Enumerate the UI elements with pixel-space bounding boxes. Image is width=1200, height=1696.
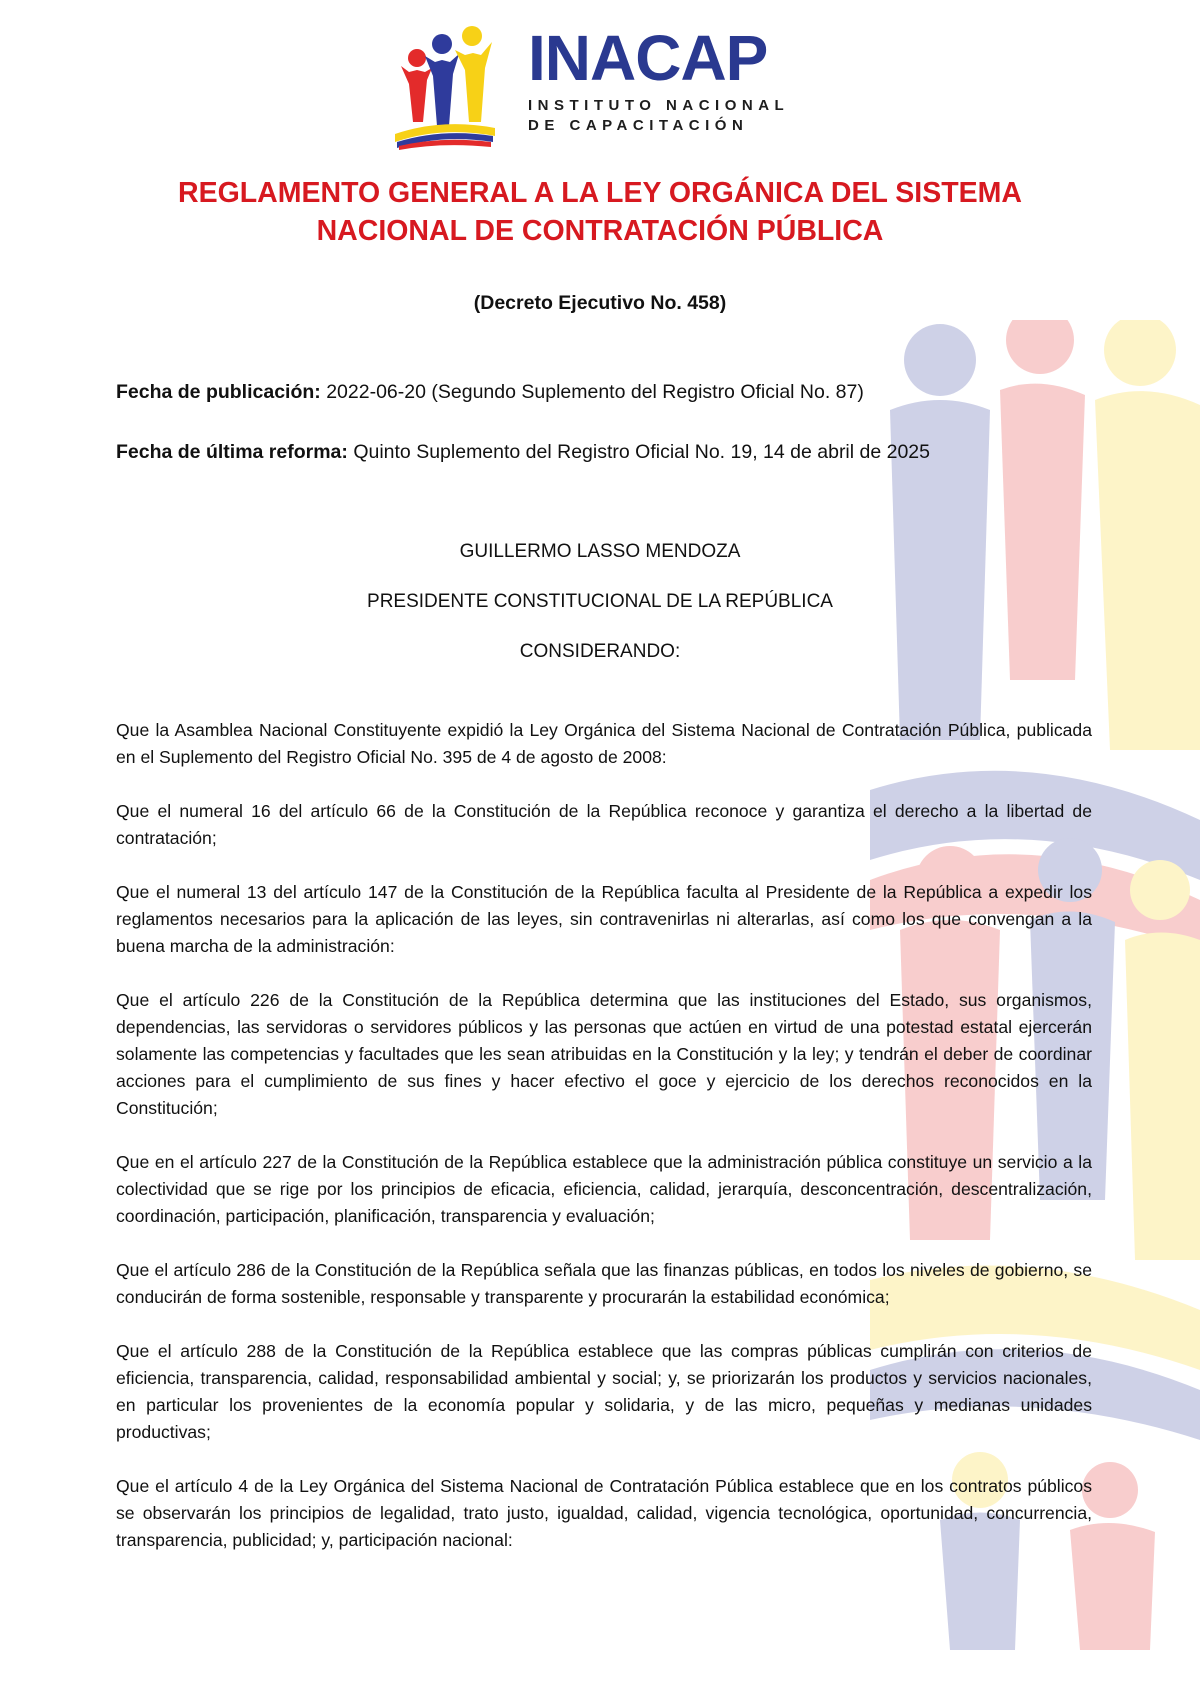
title-line-1: REGLAMENTO GENERAL A LA LEY ORGÁNICA DEL SISTEMA <box>178 177 1022 209</box>
publication-date <box>116 381 864 404</box>
logo-subtitle-line2: DE CAPACITACIÓN <box>528 117 749 134</box>
president-title: PRESIDENTE CONSTITUCIONAL DE LA REPÚBLICA <box>367 591 833 612</box>
reform-value: Quinto Suplemento del Registro Oficial No. 19, 14 de abril de 2025 <box>347 441 931 463</box>
paragraph: Que la Asamblea Nacional Constituyente expidió la Ley Orgánica del Sistema Nacional de Contratación Pública, publicada en el Suplemento del Registro Oficial No. 395 de 4 de agosto de 2008: <box>116 720 1092 767</box>
paragraph: Que en el artículo 227 de la Constitución de la República establece que la administración pública constituye un servicio a la colectividad que se rige por los principios de eficacia, eficiencia, calidad, jerarquía, desconcentración, descentralización, coordinación, participación, planificación, transparencia y evaluación; <box>116 1152 1092 1226</box>
document-title <box>100 174 1100 250</box>
logo-brand-text: INACAP <box>528 22 768 94</box>
president-name: GUILLERMO LASSO MENDOZA <box>459 541 741 562</box>
publication-label: Fecha de publicación: <box>116 381 321 403</box>
reform-label: Fecha de última reforma: <box>116 441 348 463</box>
paragraph: Que el artículo 4 de la Ley Orgánica del Sistema Nacional de Contratación Pública establece que en los contratos públicos se observarán los principios de legalidad, trato justo, igualdad, calidad, vigencia tecnológica, oportunidad, concurrencia, transparencia, publicidad; y, participación nacional: <box>116 1476 1092 1550</box>
paragraph: Que el artículo 288 de la Constitución de la República establece que las compras públicas cumplirán con criterios de eficiencia, transparencia, calidad, responsabilidad ambiental y social; y, se priorizarán los productos y servicios nacionales, en particular los provenientes de la economía popular y solidaria, y de las micro, pequeñas y medianas unidades productivas; <box>116 1341 1092 1442</box>
considering-heading: CONSIDERANDO: <box>519 641 681 662</box>
publication-value: 2022-06-20 (Segundo Suplemento del Registro Oficial No. 87) <box>320 381 864 403</box>
logo-subtitle-line1: INSTITUTO NACIONAL <box>528 97 790 114</box>
paragraph: Que el numeral 13 del artículo 147 de la Constitución de la República faculta al Presidente de la República a expedir los reglamentos necesarios para la aplicación de las leyes, sin contravenirlas ni alterarlas, así como los que convengan a la buena marcha de la administración: <box>116 882 1092 956</box>
inacap-people-logo-icon <box>387 22 497 150</box>
paragraph: Que el numeral 16 del artículo 66 de la Constitución de la República reconoce y garantiza el derecho a la libertad de contratación; <box>116 801 1092 848</box>
decree-number: (Decreto Ejecutivo No. 458) <box>473 292 727 314</box>
title-line-2: NACIONAL DE CONTRATACIÓN PÚBLICA <box>316 215 884 247</box>
inacap-logo <box>423 22 803 152</box>
considerations-body <box>116 717 1092 1581</box>
last-reform-date <box>116 441 930 464</box>
paragraph: Que el artículo 286 de la Constitución de la República señala que las finanzas públicas, en todos los niveles de gobierno, se conducirán de forma sostenible, responsable y transparente y procurarán la estabilidad económica; <box>116 1260 1092 1307</box>
paragraph: Que el artículo 226 de la Constitución de la República determina que las instituciones del Estado, sus organismos, dependencias, las servidoras o servidores públicos y las personas que actúen en virtud de una potestad estatal ejercerán solamente las competencias y facultades que les sean atribuidas en la Constitución y la ley; y tendrán el deber de coordinar acciones para el cumplimiento de sus fines y hacer efectivo el goce y ejercicio de los derechos reconocidos en la Constitución; <box>116 990 1092 1118</box>
